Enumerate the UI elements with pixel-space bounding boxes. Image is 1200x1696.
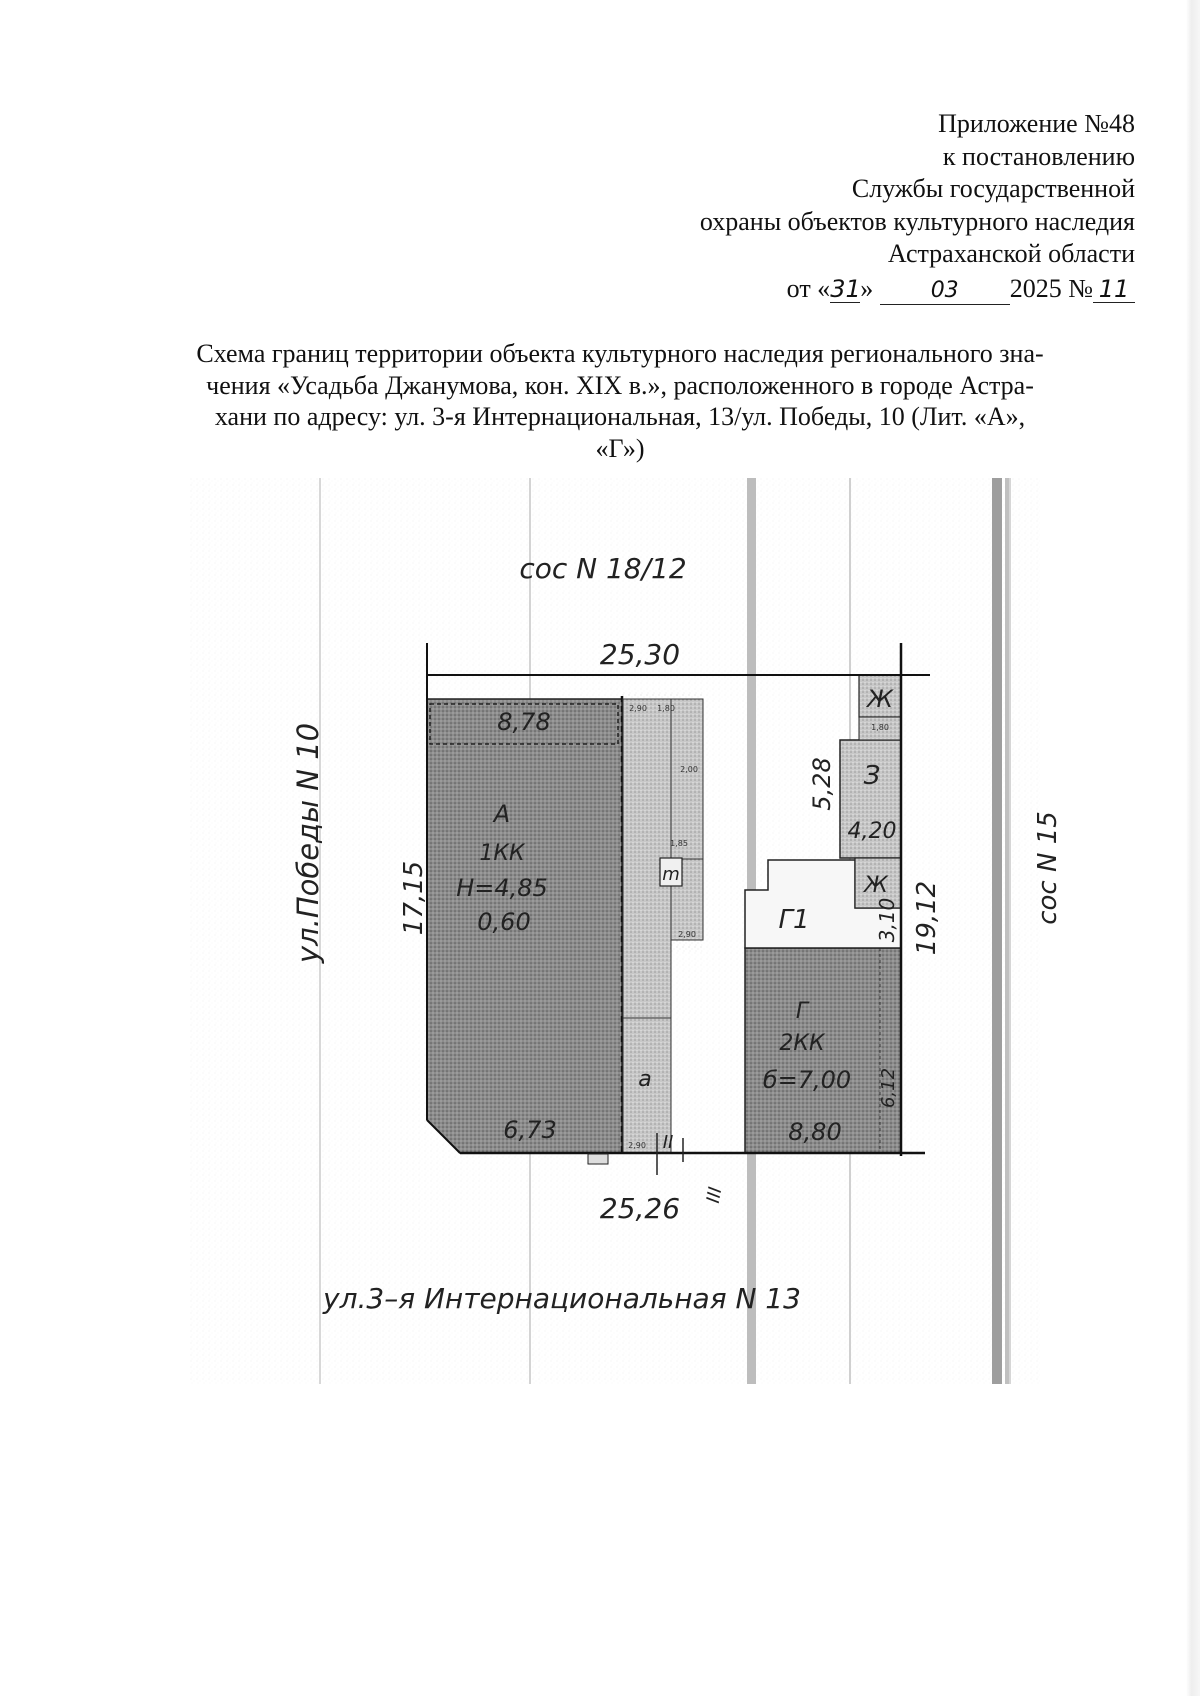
- date-close: »: [860, 273, 874, 303]
- building-g-bottom-width: 8,80: [788, 1118, 842, 1146]
- mark-ii: II: [662, 1132, 674, 1153]
- date-year: 2025 №: [1009, 273, 1093, 303]
- dim-small-bottom: 2,90: [628, 1141, 646, 1150]
- decree-number-handwritten: 11: [1093, 276, 1135, 303]
- dim-left-length: 17,15: [399, 860, 429, 936]
- building-g-side: 6,12: [878, 1067, 899, 1109]
- appendix-number: Приложение №48: [938, 109, 1135, 138]
- block-zh-mid-label: Ж: [864, 873, 888, 898]
- block-z-height: 5,28: [808, 757, 836, 811]
- block-z-label: З: [863, 761, 881, 791]
- gate-mark: [588, 1154, 608, 1164]
- room-m-label: m: [662, 864, 680, 885]
- title-line-3: хани по адресу: ул. 3-я Интернациональная, 13/ул. Победы, 10 (Лит. «А»,: [214, 402, 1026, 431]
- gallery-a-label: а: [638, 1067, 652, 1092]
- building-a-floors: 1КК: [479, 841, 525, 866]
- date-month-handwritten: 03: [880, 278, 1010, 305]
- dim-small-top-1: 2,90: [629, 704, 647, 713]
- dim-right-length: 19,12: [912, 880, 942, 956]
- building-g-height: б=7,00: [762, 1066, 852, 1094]
- building-a-bottom-width: 6,73: [503, 1116, 557, 1144]
- site-plan-drawing: [190, 478, 1130, 1384]
- mark-iii: III: [702, 1185, 727, 1205]
- dim-small-top-2: 1,80: [657, 704, 675, 713]
- title-line-1: Схема границ территории объекта культурного наследия регионального зна-: [196, 339, 1044, 368]
- block-zh-top-label: Ж: [867, 685, 893, 713]
- dim-small-top-3: 1,80: [871, 723, 889, 732]
- dim-small-side-2: 1,85: [670, 839, 688, 848]
- building-g-letter: Г: [795, 999, 809, 1024]
- label-bottom-street: ул.3–я Интернациональная N 13: [323, 1282, 801, 1315]
- building-a-letter: А: [493, 800, 511, 828]
- title-line-2: чения «Усадьба Джанумова, кон. XIX в.», расположенного в городе Астра-: [206, 370, 1034, 400]
- building-a-height: Н=4,85: [456, 874, 548, 902]
- title-line-4: «Г»): [595, 433, 645, 463]
- dim-bottom-width: 25,26: [599, 1192, 681, 1225]
- scan-band: [1005, 478, 1009, 1384]
- annex-g1-label: Г1: [778, 905, 810, 935]
- appendix-service: Службы государственной: [851, 174, 1135, 203]
- building-g-floors: 2КК: [779, 1031, 825, 1056]
- block-z-width: 4,20: [847, 819, 897, 844]
- annex-strip: [671, 699, 703, 859]
- dim-top-width: 25,30: [599, 638, 681, 671]
- dim-small-side-1: 2,00: [680, 765, 698, 774]
- label-right-neighbor: сос N 15: [1033, 811, 1063, 925]
- building-a-width: 8,78: [497, 708, 551, 736]
- label-left-street: ул.Победы N 10: [291, 722, 325, 964]
- dim-small-side-3: 2,90: [678, 930, 696, 939]
- date-day-handwritten: 31: [830, 274, 861, 303]
- appendix-heritage: охраны объектов культурного наследия: [699, 206, 1135, 236]
- decree-date-line: [535, 273, 1135, 306]
- appendix-header: [535, 108, 1135, 305]
- appendix-region: Астраханской области: [887, 239, 1135, 268]
- date-prefix: от «: [786, 273, 831, 303]
- annex-g1-height: 3,10: [875, 897, 899, 943]
- appendix-to-decree: к постановлению: [942, 141, 1135, 171]
- label-top-neighbor: сос N 18/12: [519, 552, 687, 585]
- building-a-depth: 0,60: [477, 908, 531, 936]
- scan-edge: [1186, 0, 1200, 1696]
- scheme-title: [190, 338, 1050, 464]
- scan-band: [992, 478, 1002, 1384]
- site-plan: [190, 478, 1130, 1384]
